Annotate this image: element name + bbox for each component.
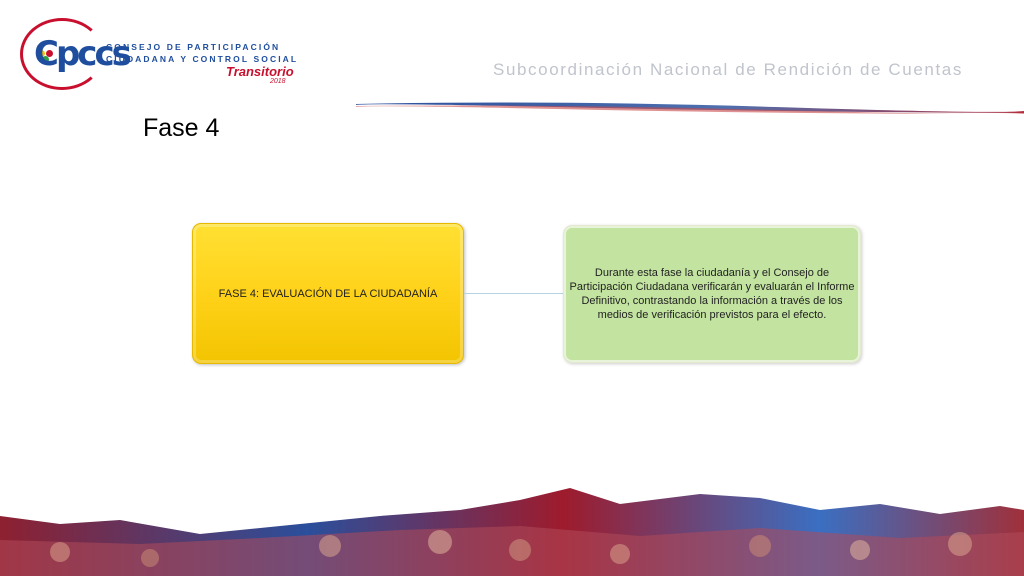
logo-org-line1: CONSEJO DE PARTICIPACIÓN	[106, 42, 281, 52]
phase-box	[192, 223, 464, 364]
phase-box-label: FASE 4: EVALUACIÓN DE LA CIUDADANÍA	[218, 287, 438, 300]
logo-mark: Cpccs	[34, 34, 129, 74]
connector-line	[464, 293, 564, 294]
page-title: Fase 4	[143, 114, 220, 142]
logo-transitorio: Transitorio	[226, 64, 294, 79]
header-subtitle: Subcoordinación Nacional de Rendición de Cuentas	[493, 60, 963, 79]
description-box	[563, 225, 861, 363]
logo-org-line2: CIUDADANA Y CONTROL SOCIAL	[106, 54, 299, 64]
logo	[20, 18, 310, 94]
description-text: Durante esta fase la ciudadanía y el Consejo de Participación Ciudadana verificarán y evaluarán el Informe Definitivo, contrastando la información a través de los medios de verificación previstos para el efecto.	[569, 267, 855, 321]
logo-year: 2018	[270, 78, 286, 85]
header-stripe	[356, 98, 1024, 116]
footer-crowd-banner	[0, 480, 1024, 576]
